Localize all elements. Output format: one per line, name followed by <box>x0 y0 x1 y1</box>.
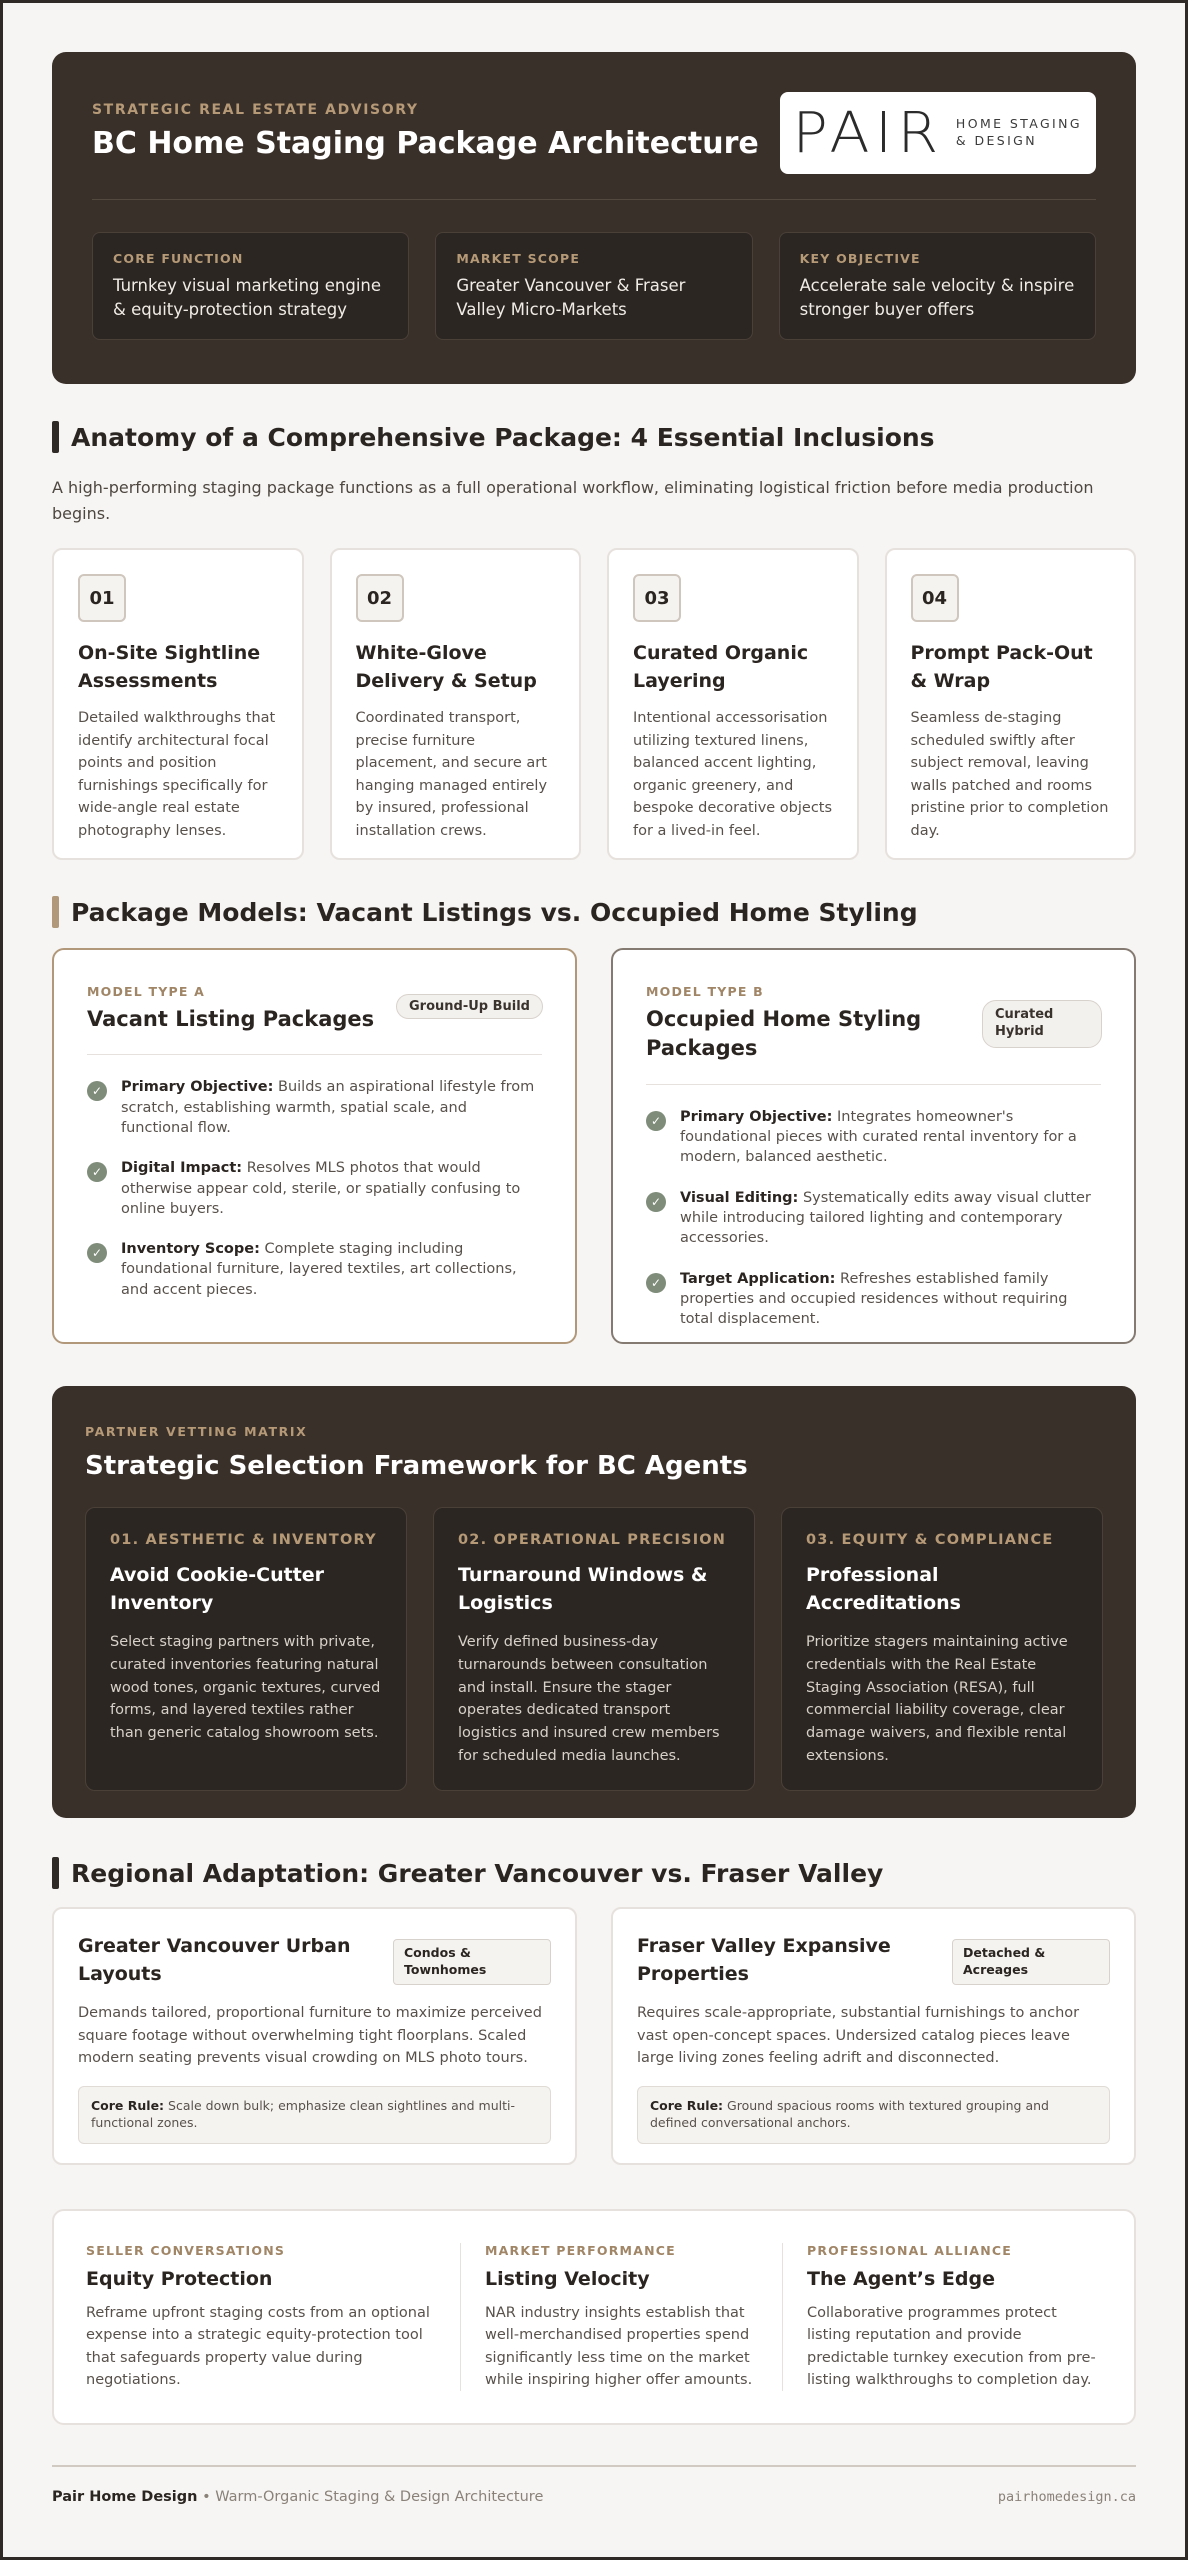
hero-kicker: STRATEGIC REAL ESTATE ADVISORY <box>92 102 419 118</box>
inclusions-section <box>52 421 1136 860</box>
core-rule-label: Core Rule: <box>91 2097 165 2113</box>
model-item-text <box>680 1269 1101 1330</box>
regional-card-title: Greater Vancouver Urban Layouts <box>78 1935 351 1985</box>
logo-sub-line1: HOME STAGING <box>955 116 1082 132</box>
core-rule-text: Ground spacious rooms with textured grouping and defined conversational anchors. <box>650 2097 1049 2130</box>
models-grid <box>52 948 1136 1344</box>
page-title: BC Home Staging Package Architecture <box>92 126 759 161</box>
brand-logo <box>780 92 1096 174</box>
model-item-body: Refreshes established family properties and occupied residences without requiring total displacement. <box>680 1270 1068 1328</box>
model-item-body: Systematically edits away visual clutter while introducing tailored lighting and contemporary accessories. <box>680 1189 1091 1247</box>
page <box>3 3 1185 2557</box>
inclusion-number: 04 <box>911 574 959 622</box>
check-icon: ✓ <box>646 1192 666 1212</box>
inclusion-body: Intentional accessorisation utilizing textured linens, balanced accent lighting, organic greenery, and bespoke decorative objects for a lived-in feel. <box>633 710 833 839</box>
model-item-body: Integrates homeowner's foundational pieces with curated rental inventory for a modern, balanced aesthetic. <box>680 1108 1077 1166</box>
model-tag: Ground-Up Build <box>396 994 543 1019</box>
model-item-label: Visual Editing: <box>680 1189 799 1206</box>
footer-tagline: Warm-Organic Staging & Design Architecture <box>215 2489 544 2505</box>
hero-card-core-function <box>92 232 409 340</box>
hero-banner <box>52 52 1136 384</box>
check-icon: ✓ <box>87 1243 107 1263</box>
pillar-kicker: MARKET PERFORMANCE <box>485 2243 676 2258</box>
inclusion-title: White-Glove Delivery & Setup <box>355 642 537 692</box>
framework-section <box>52 1386 1136 1818</box>
pillar-body: NAR industry insights establish that well-merchandised properties spend significantly less time on the market while inspiring higher offer amounts. <box>485 2305 753 2389</box>
section-marker <box>52 1857 59 1889</box>
inclusion-card <box>330 548 582 860</box>
logo-sub-line2: & DESIGN <box>955 133 1038 148</box>
core-rule-box <box>78 2086 551 2144</box>
model-item-text <box>121 1158 542 1219</box>
core-rule-label: Core Rule: <box>650 2097 724 2113</box>
model-kicker: MODEL TYPE B <box>646 984 764 999</box>
regional-card-body: Requires scale-appropriate, substantial furnishings to anchor vast open-concept spaces. Undersized catalog pieces leave large living zones feeling adrift and disconnected. <box>637 2005 1080 2067</box>
regional-title: Regional Adaptation: Greater Vancouver vs. Fraser Valley <box>71 1858 884 1888</box>
models-title: Package Models: Vacant Listings vs. Occupied Home Styling <box>71 897 918 927</box>
pillar-body: Collaborative programmes protect listing reputation and provide predictable turnkey execution from pre-listing walkthroughs to completion day. <box>807 2305 1096 2389</box>
regional-heading <box>52 1857 1136 1889</box>
regional-card-title: Fraser Valley Expansive Properties <box>637 1935 891 1985</box>
inclusion-number: 03 <box>633 574 681 622</box>
footer-brand: Pair Home Design <box>52 2489 198 2505</box>
footer-brand-line <box>52 2489 543 2505</box>
model-item <box>646 1269 1101 1330</box>
framework-card-body: Verify defined business-day turnarounds between consultation and install. Ensure the stager operates dedicated transport logistics and insured crew members for scheduled media launches. <box>458 1634 720 1764</box>
framework-card <box>85 1507 407 1791</box>
model-divider <box>646 1084 1101 1085</box>
section-marker <box>52 421 59 453</box>
core-rule-box <box>637 2086 1110 2144</box>
regional-grid <box>52 1907 1136 2165</box>
check-icon: ✓ <box>87 1162 107 1182</box>
hero-card-label: KEY OBJECTIVE <box>799 251 921 266</box>
pillar-agents-edge <box>782 2243 1102 2391</box>
regional-card-vancouver <box>52 1907 577 2165</box>
model-item <box>87 1239 542 1300</box>
model-item-body: Resolves MLS photos that would otherwise appear cold, sterile, or spatially confusing to online buyers. <box>121 1160 521 1217</box>
framework-title: Strategic Selection Framework for BC Agents <box>85 1451 748 1481</box>
inclusion-card <box>52 548 304 860</box>
check-icon: ✓ <box>87 1081 107 1101</box>
model-item <box>87 1158 542 1219</box>
regional-card-tag: Detached & Acreages <box>952 1939 1110 1985</box>
inclusion-body: Seamless de-staging scheduled swiftly after subject removal, leaving walls patched and rooms pristine prior to completion day. <box>910 710 1109 839</box>
pillar-body: Reframe upfront staging costs from an optional expense into a strategic equity-protection tool that safeguards property value during negotiations. <box>86 2305 430 2389</box>
regional-card-body: Demands tailored, proportional furniture to maximize perceived square footage without overwhelming tight floorplans. Scaled modern seating prevents visual crowding on MLS photo tours. <box>78 2005 542 2067</box>
inclusion-body: Coordinated transport, precise furniture placement, and secure art hanging managed entirely by insured, professional installation crews. <box>355 710 548 839</box>
pillar-title: Equity Protection <box>86 2268 273 2290</box>
model-item <box>87 1077 542 1138</box>
hero-summary-cards <box>92 232 1096 340</box>
footer-separator: • <box>202 2489 211 2505</box>
hero-card-value: Greater Vancouver & Fraser Valley Micro-Markets <box>456 276 686 319</box>
hero-card-value: Turnkey visual marketing engine & equity-protection strategy <box>113 276 382 319</box>
check-icon: ✓ <box>646 1111 666 1131</box>
model-title: Vacant Listing Packages <box>87 1007 375 1031</box>
section-marker <box>52 896 59 928</box>
pillar-equity-protection <box>86 2243 460 2391</box>
pillar-kicker: SELLER CONVERSATIONS <box>86 2243 286 2258</box>
model-title: Occupied Home Styling Packages <box>646 1007 922 1061</box>
model-item-label: Primary Objective: <box>121 1079 274 1096</box>
logo-mark: PAIR <box>792 100 944 166</box>
framework-card-title: Professional Accreditations <box>806 1564 961 1614</box>
inclusion-card <box>885 548 1137 860</box>
regional-card-tag: Condos & Townhomes <box>393 1939 551 1985</box>
regional-card-fraser-valley <box>611 1907 1136 2165</box>
hero-card-label: CORE FUNCTION <box>113 251 244 266</box>
model-item-text <box>680 1188 1101 1249</box>
pillar-title: Listing Velocity <box>485 2268 650 2290</box>
regional-section <box>52 1857 1136 2165</box>
pillar-kicker: PROFESSIONAL ALLIANCE <box>807 2243 1012 2258</box>
inclusions-grid <box>52 548 1136 860</box>
pillar-title: The Agent’s Edge <box>807 2268 995 2290</box>
model-divider <box>87 1054 542 1055</box>
models-heading <box>52 896 1136 928</box>
model-item <box>646 1107 1101 1168</box>
logo-subtitle <box>956 116 1082 150</box>
framework-card <box>781 1507 1103 1791</box>
hero-card-value: Accelerate sale velocity & inspire stronger buyer offers <box>799 276 1075 319</box>
framework-card-kicker: 02. OPERATIONAL PRECISION <box>458 1532 727 1548</box>
framework-card-title: Turnaround Windows & Logistics <box>458 1564 708 1614</box>
inclusion-title: Curated Organic Layering <box>633 642 809 692</box>
model-item <box>646 1188 1101 1249</box>
inclusion-number: 01 <box>78 574 126 622</box>
model-card-vacant <box>52 948 577 1344</box>
inclusion-title: On-Site Sightline Assessments <box>78 642 261 692</box>
inclusion-title: Prompt Pack-Out & Wrap <box>910 642 1093 692</box>
model-item-label: Primary Objective: <box>680 1108 833 1125</box>
models-section <box>52 896 1136 1344</box>
footer-url-link[interactable]: pairhomedesign.ca <box>997 2489 1136 2505</box>
framework-card-kicker: 03. EQUITY & COMPLIANCE <box>806 1532 1054 1548</box>
inclusion-body: Detailed walkthroughs that identify architectural focal points and position furnishings specifically for wide-angle real estate photography lenses. <box>78 710 276 839</box>
value-pillars <box>52 2209 1136 2425</box>
hero-card-key-objective <box>779 232 1096 340</box>
model-item-body: Builds an aspirational lifestyle from scratch, establishing warmth, spatial scale, and functional flow. <box>121 1079 535 1136</box>
model-item-text <box>121 1239 542 1300</box>
hero-divider <box>92 199 1096 200</box>
framework-kicker: PARTNER VETTING MATRIX <box>85 1424 308 1439</box>
inclusions-title: Anatomy of a Comprehensive Package: 4 Essential Inclusions <box>71 422 935 452</box>
hero-card-market-scope <box>435 232 752 340</box>
inclusions-description: A high-performing staging package functions as a full operational workflow, eliminating logistical friction before media production begins. <box>52 478 1094 523</box>
framework-card-title: Avoid Cookie-Cutter Inventory <box>110 1564 325 1614</box>
model-tag: Curated Hybrid <box>982 1000 1102 1048</box>
inclusion-card <box>607 548 859 860</box>
inclusion-number: 02 <box>356 574 404 622</box>
inclusions-heading <box>52 421 1136 453</box>
framework-card-body: Prioritize stagers maintaining active credentials with the Real Estate Staging Association (RESA), full commercial liability coverage, clear damage waivers, and flexible rental extensions. <box>806 1634 1068 1764</box>
model-card-occupied <box>611 948 1136 1344</box>
model-item-body: Complete staging including foundational furniture, layered textiles, art collections, and accent pieces. <box>121 1241 517 1298</box>
model-item-label: Inventory Scope: <box>121 1241 260 1258</box>
model-item-text <box>121 1077 542 1138</box>
model-kicker: MODEL TYPE A <box>87 984 206 999</box>
model-item-text <box>680 1107 1101 1168</box>
pillar-listing-velocity <box>460 2243 782 2391</box>
framework-card-kicker: 01. AESTHETIC & INVENTORY <box>110 1532 377 1548</box>
check-icon: ✓ <box>646 1273 666 1293</box>
model-item-label: Target Application: <box>680 1270 836 1287</box>
model-item-label: Digital Impact: <box>121 1160 243 1177</box>
framework-card <box>433 1507 755 1791</box>
hero-card-label: MARKET SCOPE <box>456 251 581 266</box>
framework-card-body: Select staging partners with private, curated inventories featuring natural wood tones, organic textures, curved forms, and layered textiles rather than generic catalog showroom sets. <box>110 1634 381 1742</box>
framework-grid <box>85 1507 1103 1791</box>
core-rule-text: Scale down bulk; emphasize clean sightlines and multi-functional zones. <box>91 2097 516 2130</box>
footer <box>52 2465 1136 2505</box>
